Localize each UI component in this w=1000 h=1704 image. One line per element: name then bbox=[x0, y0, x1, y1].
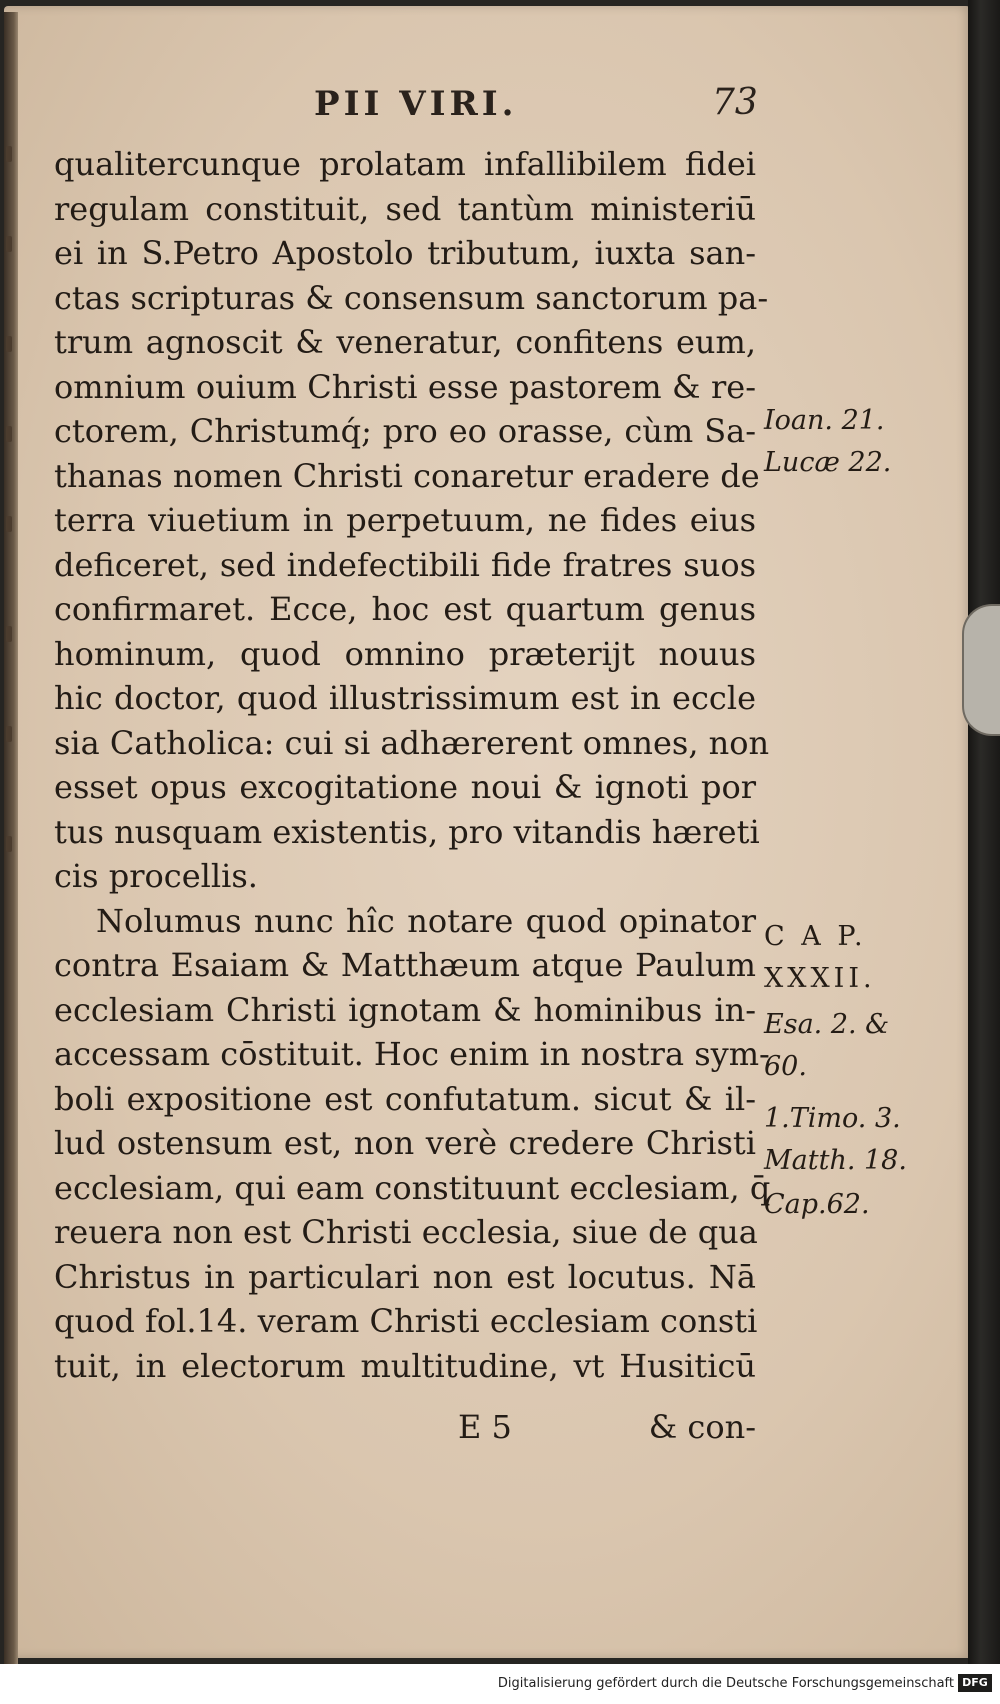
running-head: PII VIRI. bbox=[314, 84, 518, 124]
text-line: cis procellis. bbox=[54, 857, 258, 895]
text-line: ecclesiam, qui eam constituunt ecclesiam, q̄ bbox=[54, 1168, 771, 1207]
text-line: thanas nomen Christi conaretur eradere de bbox=[54, 456, 760, 495]
text-line: regulam constituit, sed tantùm ministeriū bbox=[54, 189, 756, 228]
catchword: & con- bbox=[648, 1408, 756, 1446]
margin-note-timo: 1.Timo. 3. bbox=[764, 1103, 901, 1134]
margin-note-cap62: Cap.62. bbox=[764, 1189, 870, 1220]
margin-note-ioan: Ioan. 21. bbox=[764, 405, 885, 436]
page-header bbox=[44, 84, 764, 134]
text-line: ctas scripturas & consensum sanctorum pa- bbox=[54, 278, 769, 317]
text-line: qualitercunque prolatam infallibilem fidei bbox=[54, 145, 756, 183]
digitization-footer bbox=[0, 1664, 1000, 1704]
margin-mark bbox=[6, 336, 12, 352]
page-number: 73 bbox=[712, 82, 758, 123]
signature-mark: E 5 bbox=[458, 1408, 512, 1446]
body-text bbox=[54, 142, 771, 1388]
text-line: lud ostensum est, non verè credere Christi bbox=[54, 1124, 756, 1162]
text-line: ecclesiam Christi ignotam & hominibus in- bbox=[54, 990, 756, 1029]
margin-mark bbox=[6, 236, 12, 252]
page-edge bbox=[968, 0, 1000, 1704]
margin-note-esa: Esa. 2. & bbox=[764, 1009, 890, 1040]
margin-note-cap-label: C A P. bbox=[764, 921, 867, 952]
text-line: hic doctor, quod illustrissimum est in eccle bbox=[54, 679, 756, 717]
margin-mark bbox=[6, 836, 12, 852]
text-line: tuit, in electorum multitudine, vt Husiticū bbox=[54, 1346, 756, 1385]
text-line: ei in S.Petro Apostolo tributum, iuxta san- bbox=[54, 234, 756, 272]
margin-note-cap-number: XXXII. bbox=[764, 963, 876, 994]
margin-note-matth: Matth. 18. bbox=[764, 1145, 907, 1176]
margin-mark bbox=[6, 146, 12, 162]
text-line: contra Esaiam & Matthӕum atque Paulum bbox=[54, 946, 756, 984]
dfg-logo: DFG bbox=[958, 1674, 992, 1692]
text-line: tus nusquam existentis, pro vitandis hӕreti bbox=[54, 812, 760, 851]
text-line: reuera non est Christi ecclesia, siue de qua bbox=[54, 1213, 758, 1251]
text-line: trum agnoscit & veneratur, confitens eum, bbox=[54, 323, 756, 361]
text-line: accessam cōstituit. Hoc enim in nostra sym- bbox=[54, 1035, 770, 1073]
text-line: sia Catholica: cui si adhӕrerent omnes, non bbox=[54, 723, 770, 762]
text-line: omnium ouium Christi esse pastorem & re- bbox=[54, 367, 756, 406]
margin-note-esa-number: 60. bbox=[764, 1051, 807, 1082]
text-line: quod fol.14. veram Christi ecclesiam consti bbox=[54, 1302, 758, 1340]
book-clasp bbox=[962, 604, 1000, 736]
margin-mark bbox=[6, 626, 12, 642]
margin-mark bbox=[6, 516, 12, 532]
text-line: boli expositione est confutatum. sicut & il- bbox=[54, 1079, 756, 1118]
text-line: Nolumus nunc hîc notare quod opinator bbox=[96, 901, 756, 940]
text-line: ctorem, Christumq́; pro eo orasse, cùm Sa- bbox=[54, 412, 756, 450]
margin-note-lucae: Lucӕ 22. bbox=[764, 447, 892, 478]
margin-mark bbox=[6, 426, 12, 442]
text-line: hominum, quod omnino prӕterijt nouus bbox=[54, 634, 756, 673]
text-line: confirmaret. Ecce, hoc est quartum genus bbox=[54, 590, 756, 628]
text-line: Christus in particulari non est locutus. Nā bbox=[54, 1257, 756, 1296]
book-page bbox=[4, 6, 972, 1658]
page-foot bbox=[54, 1408, 756, 1452]
margin-mark bbox=[6, 726, 12, 742]
funding-credit: Digitalisierung gefördert durch die Deutsche Forschungsgemeinschaft bbox=[497, 1676, 954, 1691]
text-line: terra viuetium in perpetuum, ne fides eius bbox=[54, 501, 756, 539]
text-line: deficeret, sed indefectibili fide fratres suos bbox=[54, 545, 756, 584]
text-line: esset opus excogitatione noui & ignoti por bbox=[54, 768, 756, 806]
